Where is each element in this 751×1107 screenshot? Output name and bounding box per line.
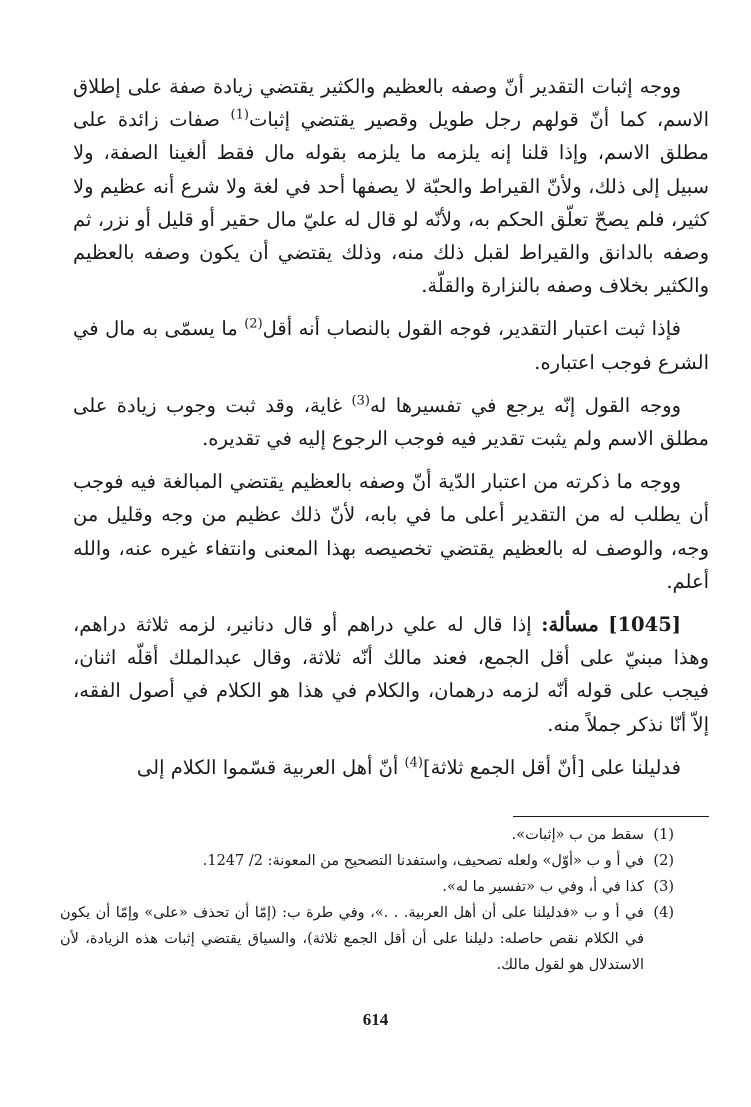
footnote-4 [60, 900, 674, 978]
paragraph-1-text: ووجه إثبات التقدير أنّ وصفه بالعظيم والكثير يقتضي زيادة صفة على إطلاق الاسم، كما أنّ قولهم رجل طويل وقصير يقتضي إثبات [73, 75, 709, 132]
footnote-text: سقط من ب «إثبات». [511, 827, 644, 843]
main-text [73, 70, 709, 794]
paragraph-2-text: فإذا ثبت اعتبار التقدير، فوجه القول بالنصاب أنه أقل [262, 317, 681, 341]
paragraph-3 [73, 389, 709, 455]
paragraph-last-text-cont: أنّ أهل العربية قسّموا الكلام إلى [136, 755, 405, 779]
footnote-ref-3: (3) [351, 393, 370, 409]
paragraph-3-text-cont: غاية، وقد ثبت وجوب زيادة على مطلق الاسم ولم يثبت تقدير فيه فوجب الرجوع إليه في تقديره. [73, 393, 709, 451]
issue-text: إذا قال له علي دراهم أو قال دنانير، لزمه ثلاثة دراهم، وهذا مبنيّ على أقل الجمع، فعند مالك أنّه ثلاثة، وقال عبدالملك أقلّه اثنان، فيجب على قوله أنّه لزمه درهمان، والكلام في هذا هو الكلام في أصول الفقه، إلاّ أنّا نذكر جملاً منه. [73, 613, 709, 736]
issue-paragraph [73, 608, 709, 741]
footnote-ref-1: (1) [230, 107, 249, 123]
paragraph-last [73, 751, 709, 784]
footnote-1 [60, 822, 674, 848]
paragraph-2 [73, 312, 709, 378]
footnote-2 [60, 848, 674, 874]
footnote-ref-2: (2) [244, 316, 263, 332]
footnotes [60, 822, 674, 978]
page-number: 614 [362, 1010, 389, 1029]
issue-label: مسألة: [541, 613, 599, 637]
footnote-3 [60, 874, 674, 900]
paragraph-3-text: ووجه القول إنّه يرجع في تفسيرها له [369, 393, 681, 417]
footnote-text: في أ و ب «أوّل» ولعله تصحيف، واستفدنا التصحيح من المعونة: 2/ 1247. [202, 853, 644, 869]
footnote-text: في أ و ب «فدليلنا على أن أهل العربية. . .»، وفي طرة ب: (إمّا أن تحذف «على» وإمّا أن يكون في الكلام نقص حاصله: دليلنا على أن أقل الجمع ثلاثة)، والسياق يقتضي إثبات هذه الزيادة، لأن الاستدلال هو لقول مالك. [60, 905, 644, 973]
paragraph-2-text-cont: ما يسمّى به مال في الشرع فوجب اعتباره. [73, 317, 709, 374]
footnote-number: (2) [653, 853, 674, 869]
paragraph-4 [73, 465, 709, 598]
footnote-number: (4) [653, 905, 674, 921]
issue-number: [1045] [608, 613, 681, 637]
footnote-text: كذا في أ، وفي ب «تفسير ما له». [442, 879, 644, 895]
paragraph-last-text: فدليلنا على [أنّ أقل الجمع ثلاثة] [422, 755, 681, 779]
paragraph-1 [73, 70, 709, 302]
footnote-ref-4: (4) [404, 755, 423, 771]
footnote-number: (1) [653, 827, 674, 843]
footnote-number: (3) [653, 879, 674, 895]
footnote-divider [513, 816, 709, 817]
paragraph-4-text: ووجه ما ذكرته من اعتبار الدّية أنّ وصفه بالعظيم يقتضي المبالغة فيه فوجب أن يطلب له من التقدير أعلى ما في بابه، لأنّ ذلك عظيم من وجه وقليل من وجه، والوصف له بالعظيم يقتضي تخصيصه بهذا المعنى وانتفاء غيره عنه، والله أعلم. [73, 470, 709, 593]
paragraph-1-text-cont: صفات زائدة على مطلق الاسم، وإذا قلنا إنه يلزمه ما يلزمه بقوله مال فقط ألغينا الصفة، ولا سبيل إلى ذلك، ولأنّ القيراط والحبّة لا يصفها أحد في لغة ولا شرع أنه عظيم ولا كثير، فلم يصحّ تعلّق الحكم به، ولأنّه لو قال له عليّ مال حقير أو قليل أو نزر، ثم وصفه بالدانق والقيراط لقبل ذلك منه، وذلك يقتضي أن يكون وصفه بالعظيم والكثير بخلاف وصفه بالنزارة والقلّة. [73, 108, 709, 298]
